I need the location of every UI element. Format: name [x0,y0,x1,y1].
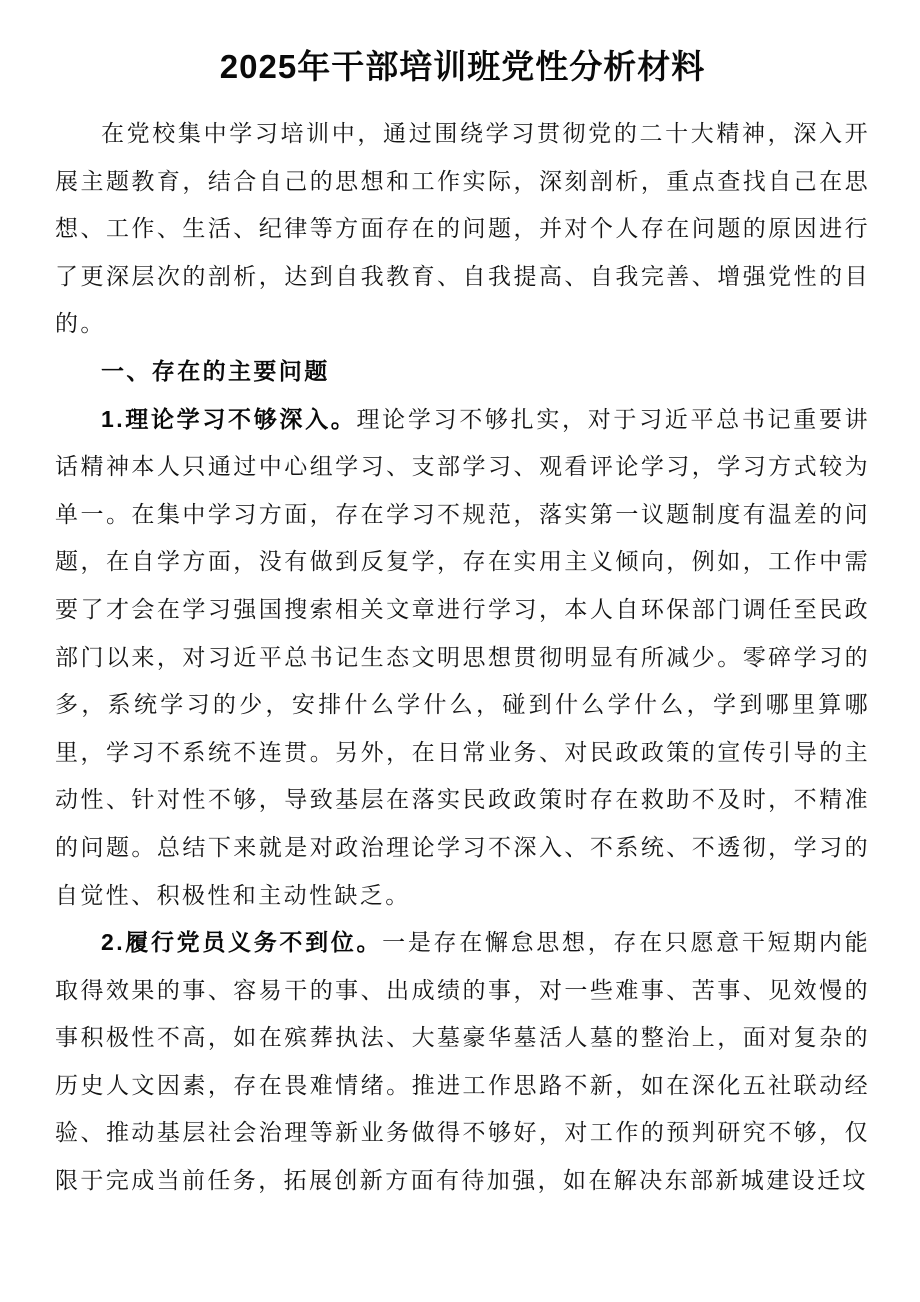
section-heading-1: 一、存在的主要问题 [101,357,330,384]
issue-paragraph-1 [55,396,870,920]
document-title: 2025年干部培训班党性分析材料 [219,48,706,85]
issue-2-lead: 2.履行党员义务不到位。 [101,929,383,956]
issue-1-text: 理论学习不够扎实，对于习近平总书记重要讲话精神本人只通过中心组学习、支部学习、观看评论学习，学习方式较为单一。在集中学习方面，存在学习不规范，落实第一议题制度有温差的问题，在自学方面，没有做到反复学，存在实用主义倾向，例如，工作中需要了才会在学习强国搜索相关文章进行学习，本人自环保部门调任至民政部门以来，对习近平总书记生态文明思想贯彻明显有所减少。零碎学习的多，系统学习的少，安排什么学什么，碰到什么学什么，学到哪里算哪里，学习不系统不连贯。另外，在日常业务、对民政政策的宣传引导的主动性、针对性不够，导致基层在落实民政政策时存在救助不及时，不精准的问题。总结下来就是对政治理论学习不深入、不系统、不透彻，学习的自觉性、积极性和主动性缺乏。 [55,406,870,908]
intro-paragraph: 在党校集中学习培训中，通过围绕学习贯彻党的二十大精神，深入开展主题教育，结合自己的思想和工作实际，深刻剖析，重点查找自己在思想、工作、生活、纪律等方面存在的问题，并对个人存在问题的原因进行了更深层次的剖析，达到自我教育、自我提高、自我完善、增强党性的目的。 [55,121,870,337]
issue-2-text: 一是存在懈怠思想，存在只愿意干短期内能取得效果的事、容易干的事、出成绩的事，对一些难事、苦事、见效慢的事积极性不高，如在殡葬执法、大墓豪华墓活人墓的整治上，面对复杂的历史人文因素，存在畏难情绪。推进工作思路不新，如在深化五社联动经验、推动基层社会治理等新业务做得不够好，对工作的预判研究不够，仅限于完成当前任务，拓展创新方面有待加强，如在解决东部新城建设迁坟 [55,930,870,1194]
issue-1-lead: 1.理论学习不够深入。 [101,405,357,432]
issue-paragraph-2 [55,919,870,1205]
